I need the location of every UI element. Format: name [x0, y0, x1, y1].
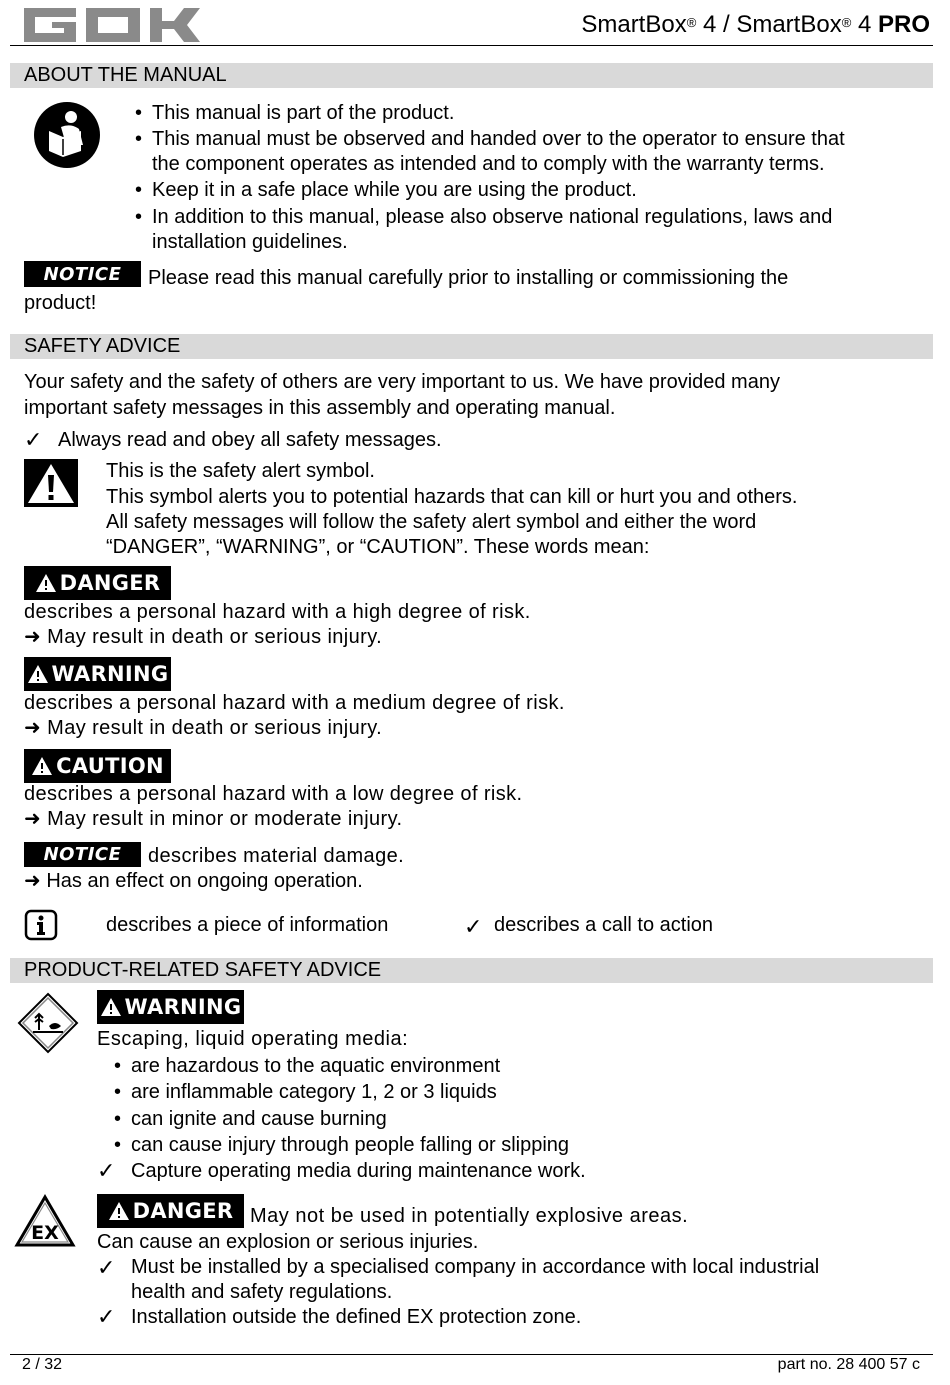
section-heading-safety: SAFETY ADVICE — [10, 334, 933, 359]
list-item: • Keep it in a safe place while you are using the product. — [152, 178, 637, 203]
warning-action: Capture operating media during maintenance work. — [131, 1160, 586, 1182]
explosion-hazard-icon — [14, 1194, 76, 1248]
arrow-icon: ➜ — [24, 626, 42, 648]
warning-badge: WARNING — [24, 657, 171, 691]
arrow-icon: ➜ — [24, 808, 42, 830]
environment-hazard-icon — [17, 992, 79, 1054]
warning-badge: WARNING — [97, 990, 244, 1024]
list-item: • In addition to this manual, please also observe national regulations, laws and — [152, 205, 832, 230]
notice-description: describes material damage. — [148, 845, 405, 867]
info-description: describes a piece of information — [106, 914, 389, 936]
warning-result: ➜ May result in death or serious injury. — [24, 717, 383, 739]
gok-logo-icon — [24, 8, 200, 42]
ex-label: EX — [31, 1222, 59, 1244]
alert-text: This is the safety alert symbol. — [106, 460, 375, 482]
list-item: • can cause injury through people falling or slipping — [131, 1133, 569, 1158]
footer-rule — [10, 1354, 933, 1355]
alert-text: This symbol alerts you to potential hazards that can kill or hurt you and others. — [106, 486, 798, 508]
list-item: • This manual must be observed and handed over to the operator to ensure that — [152, 127, 845, 152]
document-title: SmartBox® 4 / SmartBox® 4 PRO — [581, 11, 930, 38]
danger-action: Installation outside the defined EX protection zone. — [131, 1306, 582, 1328]
danger-result: ➜ May result in death or serious injury. — [24, 626, 383, 648]
notice-badge: NOTICE — [24, 261, 141, 287]
safety-intro: Your safety and the safety of others are very important to us. We have provided many — [24, 371, 780, 393]
list-item: • can ignite and cause burning — [131, 1107, 387, 1132]
notice-badge: NOTICE — [24, 842, 141, 867]
logo — [24, 8, 200, 42]
arrow-icon: ➜ — [24, 870, 41, 892]
always-read-text: Always read and obey all safety messages. — [58, 429, 442, 451]
header-rule — [10, 45, 933, 46]
safety-intro-continuation: important safety messages in this assembly and operating manual. — [24, 397, 616, 419]
warning-title: Escaping, liquid operating media: — [97, 1028, 409, 1050]
caution-result: ➜ May result in minor or moderate injury. — [24, 808, 403, 830]
caution-description: describes a personal hazard with a low degree of risk. — [24, 783, 523, 805]
danger-action: Must be installed by a specialised company in accordance with local industrial — [131, 1256, 820, 1278]
checkmark-icon: ✓ — [97, 1255, 116, 1280]
warning-triangle-icon — [27, 664, 49, 684]
danger-title: May not be used in potentially explosive areas. — [250, 1205, 689, 1227]
alert-text: All safety messages will follow the safety alert symbol and either the word — [106, 511, 757, 533]
danger-badge: DANGER — [24, 566, 171, 600]
notice-text-continuation: product! — [24, 292, 97, 314]
section-heading-about: ABOUT THE MANUAL — [10, 63, 933, 88]
safety-alert-icon — [24, 459, 78, 507]
section-heading-product: PRODUCT-RELATED SAFETY ADVICE — [10, 958, 933, 983]
warning-triangle-icon — [31, 756, 53, 776]
caution-badge: CAUTION — [24, 749, 171, 783]
action-description: describes a call to action — [494, 914, 714, 936]
notice-result: ➜ Has an effect on ongoing operation. — [24, 870, 363, 892]
alert-text: “DANGER”, “WARNING”, or “CAUTION”. These words mean: — [106, 536, 650, 558]
checkmark-icon: ✓ — [24, 427, 43, 452]
danger-badge: DANGER — [97, 1194, 244, 1228]
danger-description: describes a personal hazard with a high degree of risk. — [24, 601, 531, 623]
danger-action-continuation: health and safety regulations. — [131, 1281, 393, 1303]
page-number: 2 / 32 — [22, 1356, 63, 1373]
list-item-continuation: the component operates as intended and to comply with the warranty terms. — [152, 153, 825, 175]
arrow-icon: ➜ — [24, 717, 42, 739]
notice-text: Please read this manual carefully prior to installing or commissioning the — [148, 267, 789, 289]
warning-description: describes a personal hazard with a medium degree of risk. — [24, 692, 565, 714]
part-number: part no. 28 400 57 c — [777, 1356, 920, 1373]
warning-triangle-icon — [35, 573, 57, 593]
checkmark-icon: ✓ — [97, 1304, 116, 1329]
list-item: • are hazardous to the aquatic environment — [131, 1054, 500, 1079]
warning-triangle-icon — [100, 997, 122, 1017]
warning-triangle-icon — [108, 1201, 130, 1221]
danger-line: Can cause an explosion or serious injuries. — [97, 1231, 479, 1253]
info-icon — [24, 909, 58, 941]
list-item: • are inflammable category 1, 2 or 3 liquids — [131, 1080, 497, 1105]
read-manual-icon — [33, 101, 101, 169]
list-item: • This manual is part of the product. — [152, 101, 454, 126]
checkmark-icon: ✓ — [464, 914, 483, 939]
list-item-continuation: installation guidelines. — [152, 231, 348, 253]
checkmark-icon: ✓ — [97, 1158, 116, 1183]
